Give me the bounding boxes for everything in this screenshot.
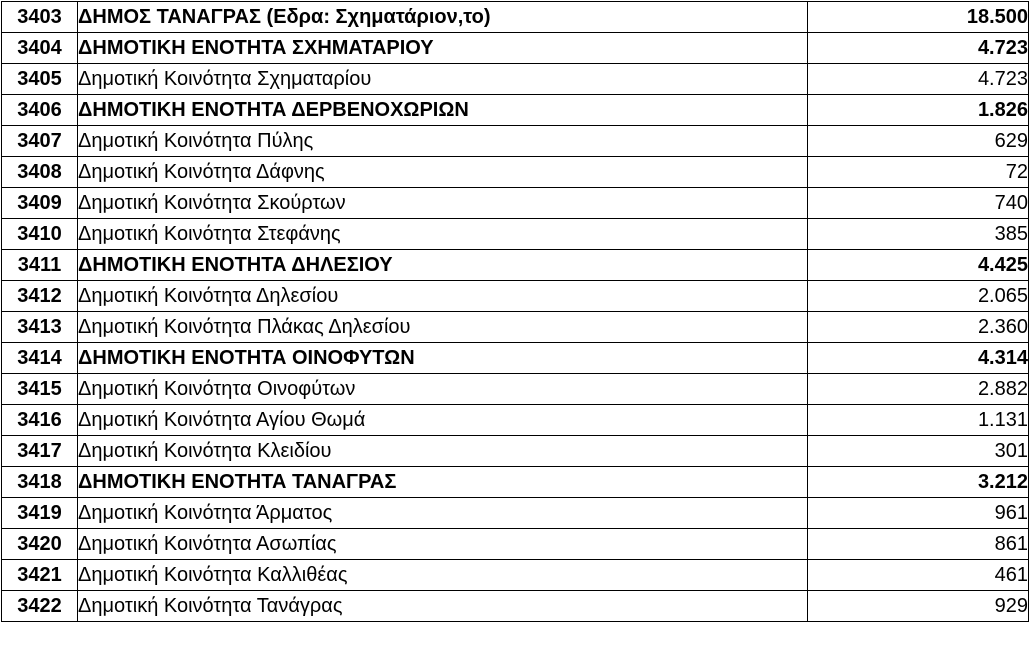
row-name-cell: Δημοτική Κοινότητα Καλλιθέας [78, 560, 808, 591]
table-row-unit [2, 33, 1029, 64]
row-code-cell: 3404 [2, 33, 78, 64]
row-name-cell: Δημοτική Κοινότητα Δάφνης [78, 157, 808, 188]
row-population-cell: 629 [808, 126, 1029, 157]
table-row-community [2, 436, 1029, 467]
table-row-community [2, 560, 1029, 591]
row-population-cell: 3.212 [808, 467, 1029, 498]
row-code-cell: 3412 [2, 281, 78, 312]
row-population-cell: 301 [808, 436, 1029, 467]
row-name-cell: ΔΗΜΟΤΙΚΗ ΕΝΟΤΗΤΑ ΟΙΝΟΦΥΤΩΝ [78, 343, 808, 374]
row-population-cell: 4.723 [808, 64, 1029, 95]
row-name-cell: Δημοτική Κοινότητα Τανάγρας [78, 591, 808, 622]
table-body [2, 2, 1029, 622]
population-table [1, 1, 1029, 622]
row-population-cell: 461 [808, 560, 1029, 591]
row-code-cell: 3415 [2, 374, 78, 405]
table-row-community [2, 312, 1029, 343]
row-population-cell: 72 [808, 157, 1029, 188]
table-row-unit [2, 95, 1029, 126]
row-name-cell: ΔΗΜΟΤΙΚΗ ΕΝΟΤΗΤΑ ΣΧΗΜΑΤΑΡΙΟΥ [78, 33, 808, 64]
row-code-cell: 3410 [2, 219, 78, 250]
row-code-cell: 3406 [2, 95, 78, 126]
row-name-cell: Δημοτική Κοινότητα Στεφάνης [78, 219, 808, 250]
row-name-cell: ΔΗΜΟΤΙΚΗ ΕΝΟΤΗΤΑ ΔΕΡΒΕΝΟΧΩΡΙΩΝ [78, 95, 808, 126]
row-code-cell: 3411 [2, 250, 78, 281]
table-row-unit [2, 343, 1029, 374]
row-name-cell: Δημοτική Κοινότητα Σχηματαρίου [78, 64, 808, 95]
table-row-community [2, 374, 1029, 405]
row-population-cell: 740 [808, 188, 1029, 219]
table-row-community [2, 64, 1029, 95]
row-population-cell: 1.826 [808, 95, 1029, 126]
row-code-cell: 3422 [2, 591, 78, 622]
row-name-cell: Δημοτική Κοινότητα Οινοφύτων [78, 374, 808, 405]
row-population-cell: 2.065 [808, 281, 1029, 312]
row-code-cell: 3416 [2, 405, 78, 436]
table-row-community [2, 188, 1029, 219]
row-code-cell: 3421 [2, 560, 78, 591]
row-population-cell: 2.360 [808, 312, 1029, 343]
row-code-cell: 3420 [2, 529, 78, 560]
table-row-unit [2, 467, 1029, 498]
row-name-cell: ΔΗΜΟΣ ΤΑΝΑΓΡΑΣ (Εδρα: Σχηματάριον,το) [78, 2, 808, 33]
table-row-community [2, 529, 1029, 560]
row-population-cell: 961 [808, 498, 1029, 529]
table-row-community [2, 219, 1029, 250]
row-population-cell: 2.882 [808, 374, 1029, 405]
table-row-community [2, 281, 1029, 312]
row-name-cell: ΔΗΜΟΤΙΚΗ ΕΝΟΤΗΤΑ ΔΗΛΕΣΙΟΥ [78, 250, 808, 281]
row-code-cell: 3418 [2, 467, 78, 498]
row-name-cell: Δημοτική Κοινότητα Αγίου Θωμά [78, 405, 808, 436]
row-code-cell: 3408 [2, 157, 78, 188]
row-name-cell: Δημοτική Κοινότητα Πλάκας Δηλεσίου [78, 312, 808, 343]
row-code-cell: 3414 [2, 343, 78, 374]
row-code-cell: 3407 [2, 126, 78, 157]
row-name-cell: Δημοτική Κοινότητα Ασωπίας [78, 529, 808, 560]
row-code-cell: 3417 [2, 436, 78, 467]
row-name-cell: ΔΗΜΟΤΙΚΗ ΕΝΟΤΗΤΑ ΤΑΝΑΓΡΑΣ [78, 467, 808, 498]
row-code-cell: 3403 [2, 2, 78, 33]
table-row-community [2, 405, 1029, 436]
table-row-community [2, 591, 1029, 622]
row-population-cell: 4.314 [808, 343, 1029, 374]
row-name-cell: Δημοτική Κοινότητα Κλειδίου [78, 436, 808, 467]
row-code-cell: 3405 [2, 64, 78, 95]
row-name-cell: Δημοτική Κοινότητα Σκούρτων [78, 188, 808, 219]
table-row-community [2, 126, 1029, 157]
row-population-cell: 861 [808, 529, 1029, 560]
row-name-cell: Δημοτική Κοινότητα Άρματος [78, 498, 808, 529]
row-name-cell: Δημοτική Κοινότητα Πύλης [78, 126, 808, 157]
row-population-cell: 929 [808, 591, 1029, 622]
row-code-cell: 3413 [2, 312, 78, 343]
row-population-cell: 18.500 [808, 2, 1029, 33]
row-code-cell: 3419 [2, 498, 78, 529]
row-population-cell: 4.425 [808, 250, 1029, 281]
row-population-cell: 4.723 [808, 33, 1029, 64]
row-population-cell: 385 [808, 219, 1029, 250]
table-row-community [2, 498, 1029, 529]
row-population-cell: 1.131 [808, 405, 1029, 436]
table-row-community [2, 157, 1029, 188]
row-name-cell: Δημοτική Κοινότητα Δηλεσίου [78, 281, 808, 312]
table-row-unit [2, 2, 1029, 33]
table-row-unit [2, 250, 1029, 281]
row-code-cell: 3409 [2, 188, 78, 219]
